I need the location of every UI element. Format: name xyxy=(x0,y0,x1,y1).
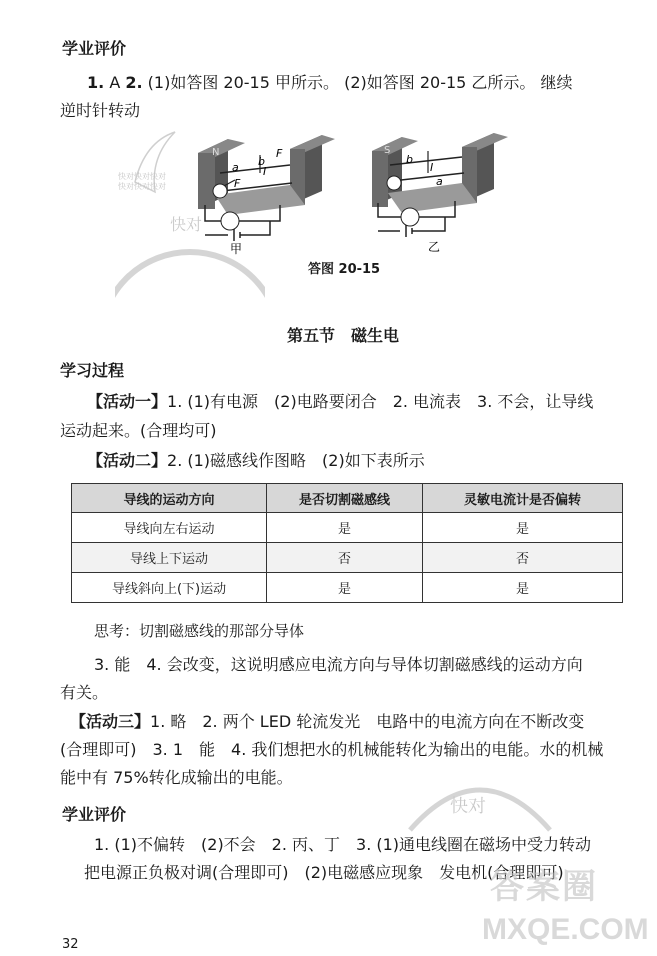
table-cell: 是 xyxy=(423,513,623,543)
table-cell: 是 xyxy=(267,513,423,543)
activity3-line-3: 能中有 75%转化成输出的电能。 xyxy=(60,768,293,787)
evaluation-line-2: 把电源正负极对调(合理即可) (2)电磁感应现象 发电机(合理即可) xyxy=(84,863,564,882)
label-b-right: b xyxy=(406,153,413,166)
activity2-text: 2. (1)磁感线作图略 (2)如下表所示 xyxy=(167,451,425,470)
answer-line-2: 逆时针转动 xyxy=(60,101,141,120)
table-cell: 是 xyxy=(423,573,623,603)
section-heading-3: 学业评价 xyxy=(62,805,127,824)
watermark-small-text: 快对快对快对 快对快对快对 xyxy=(118,172,166,191)
q2-number: 2. xyxy=(125,73,143,92)
table-cell: 否 xyxy=(267,543,423,573)
table-cell: 导线上下运动 xyxy=(72,543,267,573)
watermark-corner-text: MXQE.COM xyxy=(482,913,649,946)
table-header-row xyxy=(72,484,623,513)
table-cell: 导线斜向上(下)运动 xyxy=(72,573,267,603)
label-a-right: a xyxy=(436,175,443,188)
watermark-corner xyxy=(480,855,657,956)
watermark-kuaidui-left: 快对 xyxy=(170,215,203,234)
label-b-left: b xyxy=(258,155,265,168)
watermark-kuaidui-middle: 快对 xyxy=(450,796,486,817)
table-row xyxy=(72,543,623,573)
activity1-continuation: 运动起来。(合理均可) xyxy=(60,421,217,440)
activity3-line-2: (合理即可) 3. 1 能 4. 我们想把水的机械能转化为输出的电能。水的机械 xyxy=(60,740,604,759)
table-cell: 是 xyxy=(267,573,423,603)
label-i-left: I xyxy=(263,165,267,178)
evaluation-line-1: 1. (1)不偏转 (2)不会 2. 丙、丁 3. (1)通电线圈在磁场中受力转动 xyxy=(94,835,592,854)
section-heading-1: 学业评价 xyxy=(62,39,127,58)
table-header-cell: 灵敏电流计是否偏转 xyxy=(423,484,623,513)
magnet-right-diagram xyxy=(372,133,508,237)
label-a-left: a xyxy=(232,161,239,174)
label-f-top: F xyxy=(276,147,283,160)
section-heading-2: 学习过程 xyxy=(60,361,125,380)
chapter-title: 第五节 磁生电 xyxy=(287,326,400,345)
activity2-line xyxy=(87,448,425,474)
table-header-cell: 导线的运动方向 xyxy=(72,484,267,513)
q34-line-1: 3. 能 4. 会改变，这说明感应电流方向与导体切割磁感线的运动方向 xyxy=(94,655,583,674)
q2-answer: (1)如答图 20-15 甲所示。 (2)如答图 20-15 乙所示。 继续 xyxy=(147,73,573,92)
activity3-label: 【活动三】 xyxy=(70,712,151,731)
watermark-stamp-middle xyxy=(400,760,560,840)
activity2-label: 【活动二】 xyxy=(87,451,168,470)
table-cell: 导线向左右运动 xyxy=(72,513,267,543)
watermark-corner-cn: 答案圈 xyxy=(490,867,598,907)
activity3-line-1 xyxy=(70,709,584,735)
answer-table xyxy=(71,483,623,603)
figure-label-right: 乙 xyxy=(428,240,441,254)
figure-caption: 答图 20-15 xyxy=(308,262,381,277)
q34-line-2: 有关。 xyxy=(60,683,109,702)
think-line: 思考：切割磁感线的那部分导体 xyxy=(94,622,305,640)
label-i-right: I xyxy=(430,161,434,174)
activity1-text: 1. (1)有电源 (2)电路要闭合 2. 电流表 3. 不会，让导线 xyxy=(167,392,594,411)
q1-number: 1. xyxy=(87,73,105,92)
table-cell: 否 xyxy=(423,543,623,573)
activity1-label: 【活动一】 xyxy=(87,392,168,411)
answer-line-1 xyxy=(87,70,573,96)
activity1-line xyxy=(87,389,593,415)
watermark-stamp-left xyxy=(115,112,265,302)
table-header-cell: 是否切割磁感线 xyxy=(267,484,423,513)
label-f-bottom: F xyxy=(234,177,241,190)
figure-label-left: 甲 xyxy=(230,242,243,255)
q1-answer: A xyxy=(109,73,121,92)
table-row xyxy=(72,513,623,543)
magnet-pole-right: S xyxy=(384,145,391,156)
magnet-pole-left: N xyxy=(212,147,220,158)
page-number: 32 xyxy=(62,937,79,952)
activity3-text-1: 1. 略 2. 两个 LED 轮流发光 电路中的电流方向在不断改变 xyxy=(150,712,585,731)
table-row xyxy=(72,573,623,603)
